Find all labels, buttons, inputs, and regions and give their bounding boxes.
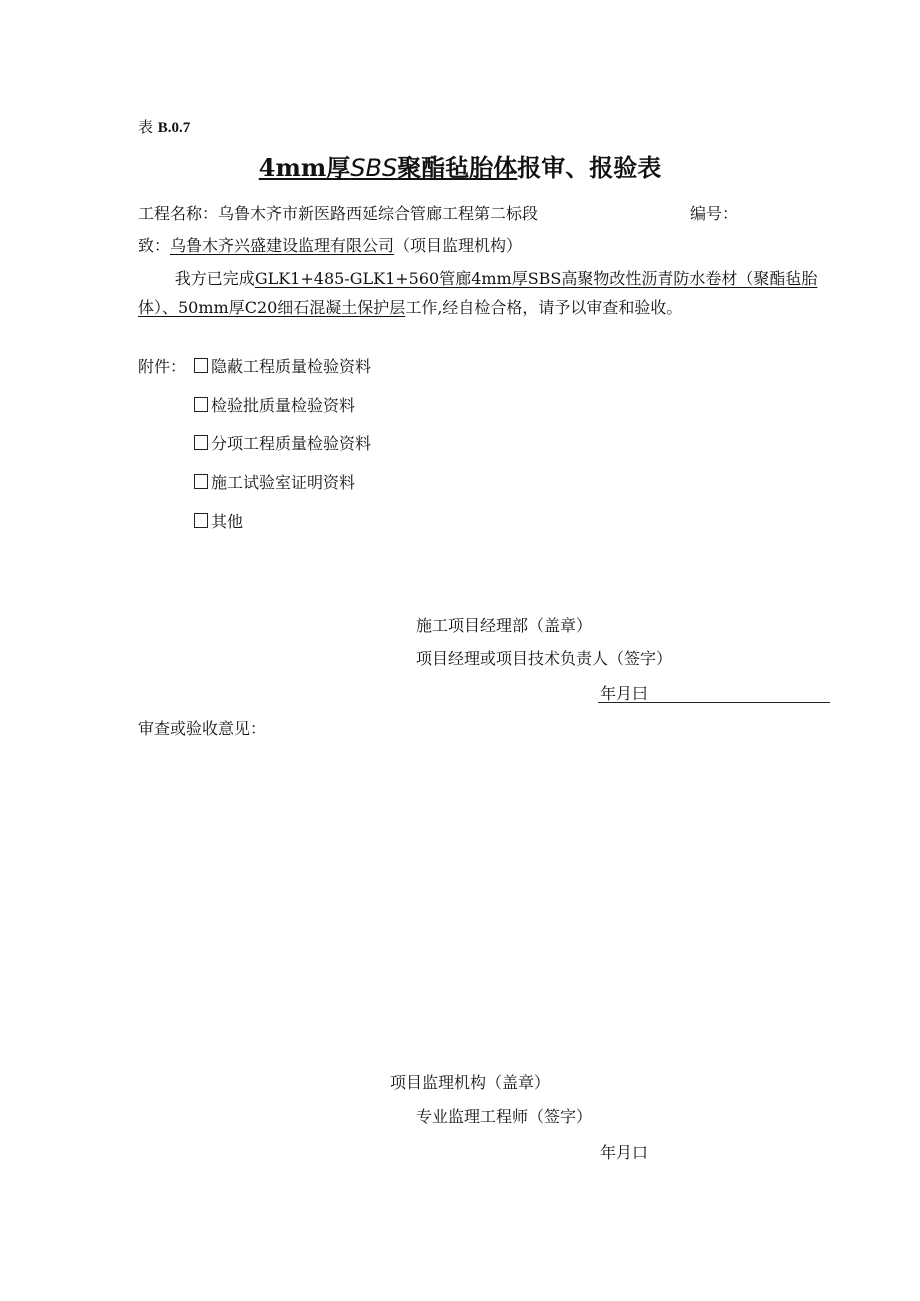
work-scope: GLK1+485-GLK1+560管廊4mm厚SBS高聚物改性沥青防水卷材（聚酯毡胎体）、50mm厚C20细石混凝土保护层 [138,269,818,317]
form-number [138,116,190,137]
title-thickness: 4mm厚 [258,153,351,182]
attachment-label: 隐蔽工程质量检验资料 [211,357,372,376]
declaration-paragraph [138,264,828,322]
attachments-label: 附件： [138,357,187,376]
title-material: 聚酯毡胎体 [397,153,518,182]
checkbox-icon[interactable] [194,513,208,528]
title-sbs: SBS [350,154,398,182]
contractor-seal-label: 施工项目经理部（盖章） [416,616,593,635]
contractor-date-line [598,702,830,703]
title-form-type: 报审、报验表 [517,153,662,182]
attachment-label: 检验批质量检验资料 [211,396,356,415]
form-number-prefix: 表 [138,118,154,136]
declaration-suffix: 工作,经自检合格，请予以审查和验收。 [405,298,683,317]
attachment-item[interactable] [194,431,371,454]
attachment-label: 分项工程质量检验资料 [211,434,372,453]
contractor-date-label: 年月曰 [600,684,649,703]
declaration-prefix: 我方已完成 [174,269,255,288]
review-opinion-label: 审查或验收意见： [138,719,267,738]
addressee-row [138,233,522,256]
attachment-item[interactable] [194,393,355,416]
project-name-row [138,201,538,224]
attachment-item[interactable] [194,470,355,493]
contractor-signature-label: 项目经理或项目技术负责人（签字） [416,649,673,668]
attachment-item[interactable] [194,509,243,532]
addressee-org: 乌鲁木齐兴盛建设监理有限公司 [170,236,395,255]
project-name-label: 工程名称： [138,204,219,223]
checkbox-icon[interactable] [194,474,208,489]
page-title [0,148,920,183]
attachment-label: 施工试验室证明资料 [211,473,356,492]
project-name-value: 乌鲁木齐市新医路西延综合管廊工程第二标段 [218,204,539,223]
addressee-suffix: （项目监理机构） [394,236,523,255]
checkbox-icon[interactable] [194,358,208,373]
checkbox-icon[interactable] [194,435,208,450]
addressee-label: 致： [138,236,171,255]
attachment-label: 其他 [211,512,244,531]
supervisor-date-label: 年月口 [600,1143,649,1162]
attachment-item[interactable] [194,354,371,377]
form-number-code: B.0.7 [157,120,191,136]
supervisor-signature-label: 专业监理工程师（签字） [416,1107,593,1126]
supervisor-seal-label: 项目监理机构（盖章） [390,1073,551,1092]
number-label: 编号： [690,204,739,223]
checkbox-icon[interactable] [194,397,208,412]
